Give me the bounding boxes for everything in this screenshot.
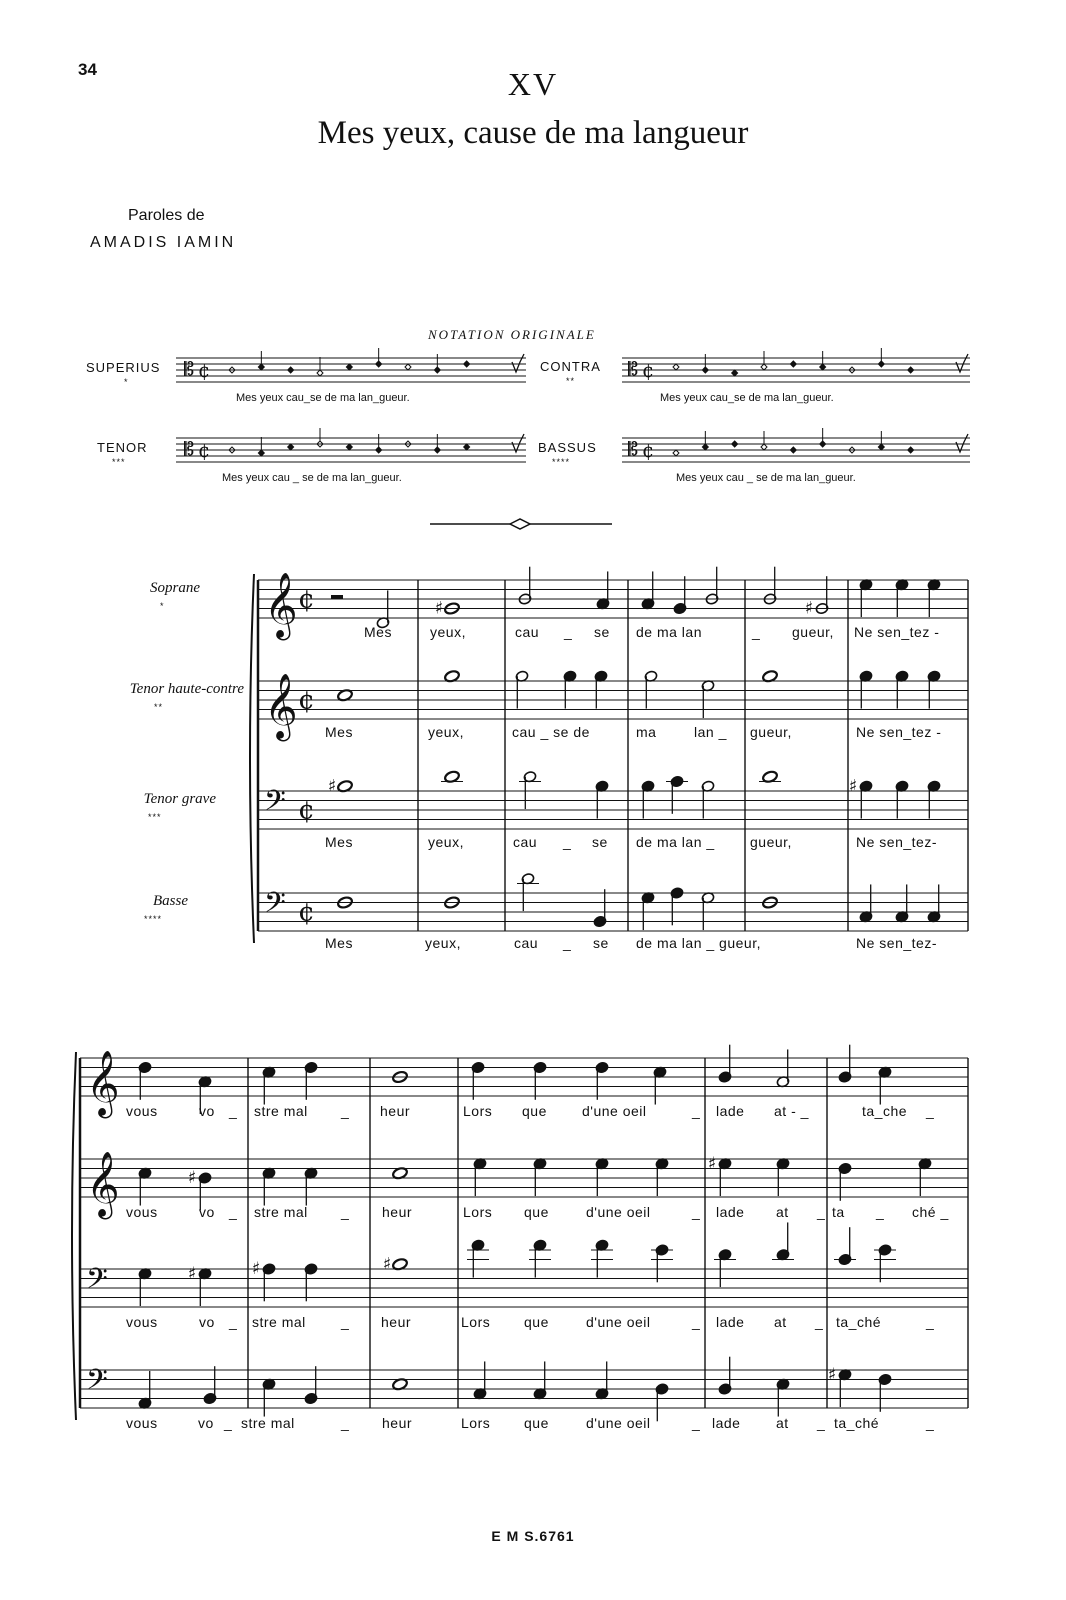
quarter-note (895, 884, 909, 923)
half-note (701, 780, 715, 819)
quarter-note (927, 579, 941, 618)
mensural-note (820, 351, 826, 370)
quarter-note (895, 780, 909, 819)
cut-time-icon: ¢ (298, 583, 315, 615)
notation-heading: NOTATION ORIGINALE (428, 327, 596, 342)
quarter-note (673, 576, 687, 615)
sharp-icon: ♯ (848, 776, 858, 797)
lyric-syllable: heur (382, 1415, 413, 1431)
treble-clef-icon: 𝄞 (264, 673, 298, 739)
original-incipit-lyric: Mes yeux cau_se de ma lan_gueur. (660, 392, 834, 404)
treble-clef-icon: 𝄞 (86, 1151, 120, 1217)
quarter-note (304, 1263, 318, 1302)
lyric-syllable: cau _ se de (512, 724, 590, 740)
mensural-note (732, 441, 738, 447)
mensural-note (288, 367, 294, 373)
lyric-syllable: _ (926, 1103, 935, 1119)
piece-number: XV (507, 66, 559, 102)
quarter-note (138, 1371, 152, 1410)
quarter-note (594, 670, 608, 709)
quarter-note (533, 1061, 547, 1100)
lyric-syllable: _ (224, 1415, 233, 1431)
lyric-syllable: _ (229, 1314, 238, 1330)
quarter-note (304, 1366, 318, 1405)
lyric-syllable: heur (382, 1204, 413, 1220)
lyric-syllable: lade (716, 1103, 745, 1119)
staff (80, 1058, 968, 1096)
lyric-syllable: vo (199, 1314, 215, 1330)
original-voice-stars: **** (552, 457, 571, 467)
mensural-note (702, 431, 708, 450)
lyric-syllable: vous (126, 1314, 158, 1330)
lyric-syllable: de ma lan _ (636, 834, 715, 850)
lyric-syllable: lade (716, 1314, 745, 1330)
treble-clef-icon: 𝄞 (264, 572, 298, 638)
lyric-syllable: at (776, 1415, 789, 1431)
bass-clef-icon: 𝄢 (86, 1363, 108, 1404)
lyric-syllable: que (524, 1314, 549, 1330)
quarter-note (198, 1172, 212, 1211)
quarter-note (595, 1061, 609, 1100)
quarter-note (262, 1263, 276, 1302)
original-incipit-lyric: Mes yeux cau _ se de ma lan_gueur. (222, 472, 402, 484)
lyric-syllable: ta (832, 1204, 845, 1220)
lyric-syllable: _ (563, 935, 572, 951)
lyric-syllable: lan _ (694, 724, 727, 740)
lyric-syllable: de ma lan (636, 624, 702, 640)
lyric-syllable: _ (752, 624, 761, 640)
quarter-note (262, 1066, 276, 1105)
lyric-syllable: _ (692, 1415, 701, 1431)
original-voice-stars: *** (112, 457, 126, 467)
mensural-note (790, 361, 796, 367)
lyric-syllable: gueur, (750, 834, 792, 850)
quarter-note (595, 780, 609, 819)
quarter-note (838, 1227, 852, 1266)
c-clef-icon: 𝄡 (628, 358, 639, 380)
quarter-note (718, 1158, 732, 1197)
original-voice-name: BASSUS (538, 440, 597, 455)
bass-clef-icon: 𝄢 (264, 886, 286, 927)
lyric-syllable: yeux, (425, 935, 461, 951)
quarter-note (859, 579, 873, 618)
lyricist-name: AMADIS IAMIN (90, 234, 237, 251)
quarter-note (563, 670, 577, 709)
quarter-note (655, 1383, 669, 1422)
bass-clef-icon: 𝄢 (264, 784, 286, 825)
quarter-note (718, 1249, 732, 1288)
quarter-note (593, 889, 607, 928)
separator-ornament (430, 519, 612, 529)
lyric-syllable: cau (513, 834, 538, 850)
lyric-syllable: Lors (461, 1314, 491, 1330)
modern-voice-name: Basse (153, 893, 188, 909)
lyric-syllable: _ (926, 1415, 935, 1431)
lyric-syllable: Mes (325, 834, 353, 850)
mensural-note (258, 437, 264, 456)
quarter-note (641, 780, 655, 819)
quarter-note (927, 884, 941, 923)
quarter-note (670, 775, 684, 814)
lyric-syllable: Ne sen_tez- (856, 834, 937, 850)
lyric-syllable: _ (876, 1204, 885, 1220)
quarter-note (859, 780, 873, 819)
mensuration-sign-icon: ¢ (198, 359, 211, 383)
mensural-note (258, 351, 264, 370)
staff (80, 1159, 968, 1197)
quarter-note (927, 670, 941, 709)
lyric-syllable: stre mal (254, 1204, 308, 1220)
mensural-note (790, 447, 796, 453)
mensural-note (346, 444, 352, 450)
quarter-note (655, 1158, 669, 1197)
original-incipit-lyric: Mes yeux cau_se de ma lan_gueur. (236, 392, 410, 404)
quarter-note (653, 1066, 667, 1105)
quarter-note (641, 892, 655, 931)
lyric-syllable: Ne sen_tez - (854, 624, 940, 640)
mensural-note (908, 447, 914, 453)
lyric-syllable: _ (341, 1314, 350, 1330)
lyric-syllable: _ (229, 1103, 238, 1119)
lyric-syllable: d'une oeil (582, 1103, 647, 1119)
modern-voice-stars: * (160, 601, 165, 611)
lyric-syllable: ta_ché (834, 1415, 880, 1431)
mensuration-sign-icon: ¢ (642, 439, 655, 463)
lyric-syllable: at - _ (774, 1103, 809, 1119)
sharp-icon: ♯ (327, 776, 337, 797)
original-incipit-lyric: Mes yeux cau _ se de ma lan_gueur. (676, 472, 856, 484)
quarter-note (304, 1167, 318, 1206)
modern-voice-name: Tenor haute-contre (129, 681, 244, 697)
half-note (644, 670, 658, 709)
lyric-syllable: Ne sen_tez- (856, 935, 937, 951)
custos-icon (956, 354, 968, 372)
quarter-note (776, 1378, 790, 1417)
lyric-syllable: lade (716, 1204, 745, 1220)
lyric-syllable: _ (341, 1204, 350, 1220)
lyric-syllable: _ (341, 1415, 350, 1431)
sharp-icon: ♯ (187, 1263, 197, 1284)
lyric-syllable: cau (514, 935, 539, 951)
lyric-syllable: Mes (364, 624, 392, 640)
mensural-note (288, 444, 294, 450)
custos-icon (512, 354, 524, 372)
lyric-syllable: se (592, 834, 608, 850)
lyric-syllable: vous (126, 1415, 158, 1431)
lyric-syllable: stre mal (241, 1415, 295, 1431)
original-voice-stars: ** (566, 376, 576, 386)
quarter-note (262, 1167, 276, 1206)
quarter-note (838, 1162, 852, 1201)
modern-voice-stars: *** (148, 812, 162, 822)
quarter-note (641, 571, 655, 610)
modern-voice-name: Tenor grave (143, 791, 216, 807)
quarter-note (138, 1268, 152, 1307)
sharp-icon: ♯ (251, 1259, 261, 1280)
lyric-syllable: ché _ (912, 1204, 949, 1220)
quarter-note (198, 1268, 212, 1307)
lyric-syllable: vous (126, 1204, 158, 1220)
lyric-syllable: Mes (325, 935, 353, 951)
lyric-syllable: Lors (463, 1204, 493, 1220)
mensural-note (878, 431, 884, 450)
system-brace (72, 1052, 76, 1420)
mensural-note (908, 367, 914, 373)
quarter-note (138, 1061, 152, 1100)
piece-title: Mes yeux, cause de ma langueur (317, 115, 749, 151)
quarter-note (878, 1066, 892, 1105)
lyric-syllable: _ (926, 1314, 935, 1330)
custos-icon (956, 434, 968, 452)
half-rest-icon (331, 595, 343, 599)
half-note (701, 680, 715, 719)
sharp-icon: ♯ (434, 598, 444, 619)
mensural-note (464, 444, 470, 450)
mensural-note (673, 364, 679, 370)
lyric-syllable: _ (815, 1314, 824, 1330)
lyric-syllable: cau (515, 624, 540, 640)
modern-voice-name: Soprane (150, 580, 200, 596)
lyric-syllable: _ (692, 1314, 701, 1330)
quarter-note (718, 1045, 732, 1084)
lyric-syllable: que (524, 1415, 549, 1431)
lyric-syllable: _ (817, 1415, 826, 1431)
quarter-note (859, 670, 873, 709)
quarter-note (473, 1158, 487, 1197)
lyric-syllable: Lors (463, 1103, 493, 1119)
lyric-syllable: stre mal (254, 1103, 308, 1119)
original-voice-name: TENOR (97, 440, 148, 455)
quarter-note (533, 1239, 547, 1278)
quarter-note (927, 780, 941, 819)
quarter-note (655, 1244, 669, 1283)
custos-icon (512, 434, 524, 452)
lyric-syllable: se (593, 935, 609, 951)
half-note (523, 771, 537, 810)
lyric-syllable: se (594, 624, 610, 640)
sharp-icon: ♯ (187, 1168, 197, 1189)
c-clef-icon: 𝄡 (184, 438, 195, 460)
lyric-syllable: yeux, (428, 834, 464, 850)
lyric-syllable: _ (692, 1103, 701, 1119)
lyric-syllable: d'une oeil (586, 1415, 651, 1431)
lyric-syllable: vous (126, 1103, 158, 1119)
quarter-note (471, 1239, 485, 1278)
lyric-syllable: stre mal (252, 1314, 306, 1330)
modern-voice-stars: ** (154, 702, 164, 712)
lyric-syllable: _ (229, 1204, 238, 1220)
original-voice-name: SUPERIUS (86, 360, 161, 375)
lyric-syllable: gueur, (750, 724, 792, 740)
quarter-note (471, 1061, 485, 1100)
quarter-note (838, 1045, 852, 1084)
lyric-syllable: ta_ché (836, 1314, 882, 1330)
quarter-note (533, 1158, 547, 1197)
c-clef-icon: 𝄡 (628, 438, 639, 460)
lyric-syllable: d'une oeil (586, 1314, 651, 1330)
c-clef-icon: 𝄡 (184, 358, 195, 380)
mensural-note (317, 357, 323, 376)
lyric-syllable: que (524, 1204, 549, 1220)
lyric-syllable: ma (636, 724, 657, 740)
lyric-syllable: yeux, (430, 624, 466, 640)
treble-clef-icon: 𝄞 (86, 1050, 120, 1116)
mensuration-sign-icon: ¢ (642, 359, 655, 383)
sharp-icon: ♯ (827, 1364, 837, 1385)
quarter-note (838, 1369, 852, 1408)
page-number: 34 (78, 60, 97, 79)
half-note (521, 873, 535, 912)
sharp-icon: ♯ (382, 1254, 392, 1275)
quarter-note (262, 1378, 276, 1417)
cut-time-icon: ¢ (298, 896, 315, 928)
staff (80, 1269, 968, 1307)
lyric-syllable: _ (563, 834, 572, 850)
quarter-note (595, 1361, 609, 1400)
quarter-note (918, 1158, 932, 1197)
lyric-syllable: heur (381, 1314, 412, 1330)
lyric-syllable: vo (199, 1204, 215, 1220)
lyric-syllable: vo (199, 1103, 215, 1119)
cut-time-icon: ¢ (298, 794, 315, 826)
mensural-note (673, 450, 679, 456)
publisher-catalog-number: E M S.6761 (491, 1528, 575, 1544)
mensural-note (761, 351, 767, 370)
lyric-syllable: de ma lan _ gueur, (636, 935, 761, 951)
lyric-syllable: _ (564, 624, 573, 640)
lyric-syllable: vo (198, 1415, 214, 1431)
bass-clef-icon: 𝄢 (86, 1262, 108, 1303)
quarter-note (304, 1061, 318, 1100)
lyric-syllable: _ (817, 1204, 826, 1220)
lyric-syllable: Ne sen_tez - (856, 724, 942, 740)
system-brace (250, 574, 254, 943)
original-voice-name: CONTRA (540, 359, 601, 374)
mensural-note (732, 370, 738, 376)
half-note (776, 1049, 790, 1088)
quarter-note (595, 1239, 609, 1278)
original-voice-stars: * (124, 377, 129, 387)
lyric-syllable: heur (380, 1103, 411, 1119)
mensural-note (405, 364, 411, 370)
mensural-note (464, 361, 470, 367)
half-note (515, 670, 529, 709)
sharp-icon: ♯ (804, 598, 814, 619)
quarter-note (878, 1244, 892, 1283)
quarter-note (859, 884, 873, 923)
lyric-syllable: d'une oeil (586, 1204, 651, 1220)
quarter-note (595, 1158, 609, 1197)
lyric-syllable: at (776, 1204, 789, 1220)
sharp-icon: ♯ (707, 1153, 717, 1174)
cut-time-icon: ¢ (298, 684, 315, 716)
mensural-note (761, 431, 767, 450)
quarter-note (895, 670, 909, 709)
quarter-note (533, 1361, 547, 1400)
quarter-note (718, 1357, 732, 1396)
lyricist-label: Paroles de (128, 207, 205, 224)
lyric-syllable: lade (712, 1415, 741, 1431)
quarter-note (776, 1158, 790, 1197)
lyric-syllable: ta_che (862, 1103, 908, 1119)
staff (258, 893, 968, 931)
half-note (701, 892, 715, 931)
mensuration-sign-icon: ¢ (198, 439, 211, 463)
quarter-note (776, 1222, 790, 1261)
quarter-note (198, 1076, 212, 1115)
quarter-note (670, 887, 684, 926)
lyric-syllable: yeux, (428, 724, 464, 740)
lyric-syllable: gueur, (792, 624, 834, 640)
lyric-syllable: Lors (461, 1415, 491, 1431)
lyric-syllable: que (522, 1103, 547, 1119)
lyric-syllable: _ (341, 1103, 350, 1119)
modern-voice-stars: **** (144, 914, 163, 924)
lyric-syllable: Mes (325, 724, 353, 740)
quarter-note (138, 1167, 152, 1206)
incipit-staff (622, 358, 970, 382)
quarter-note (473, 1361, 487, 1400)
lyric-syllable: _ (692, 1204, 701, 1220)
mensural-note (346, 364, 352, 370)
lyric-syllable: at (774, 1314, 787, 1330)
half-note (376, 590, 390, 629)
quarter-note (203, 1366, 217, 1405)
quarter-note (895, 579, 909, 618)
quarter-note (878, 1373, 892, 1412)
quarter-note (596, 571, 610, 610)
